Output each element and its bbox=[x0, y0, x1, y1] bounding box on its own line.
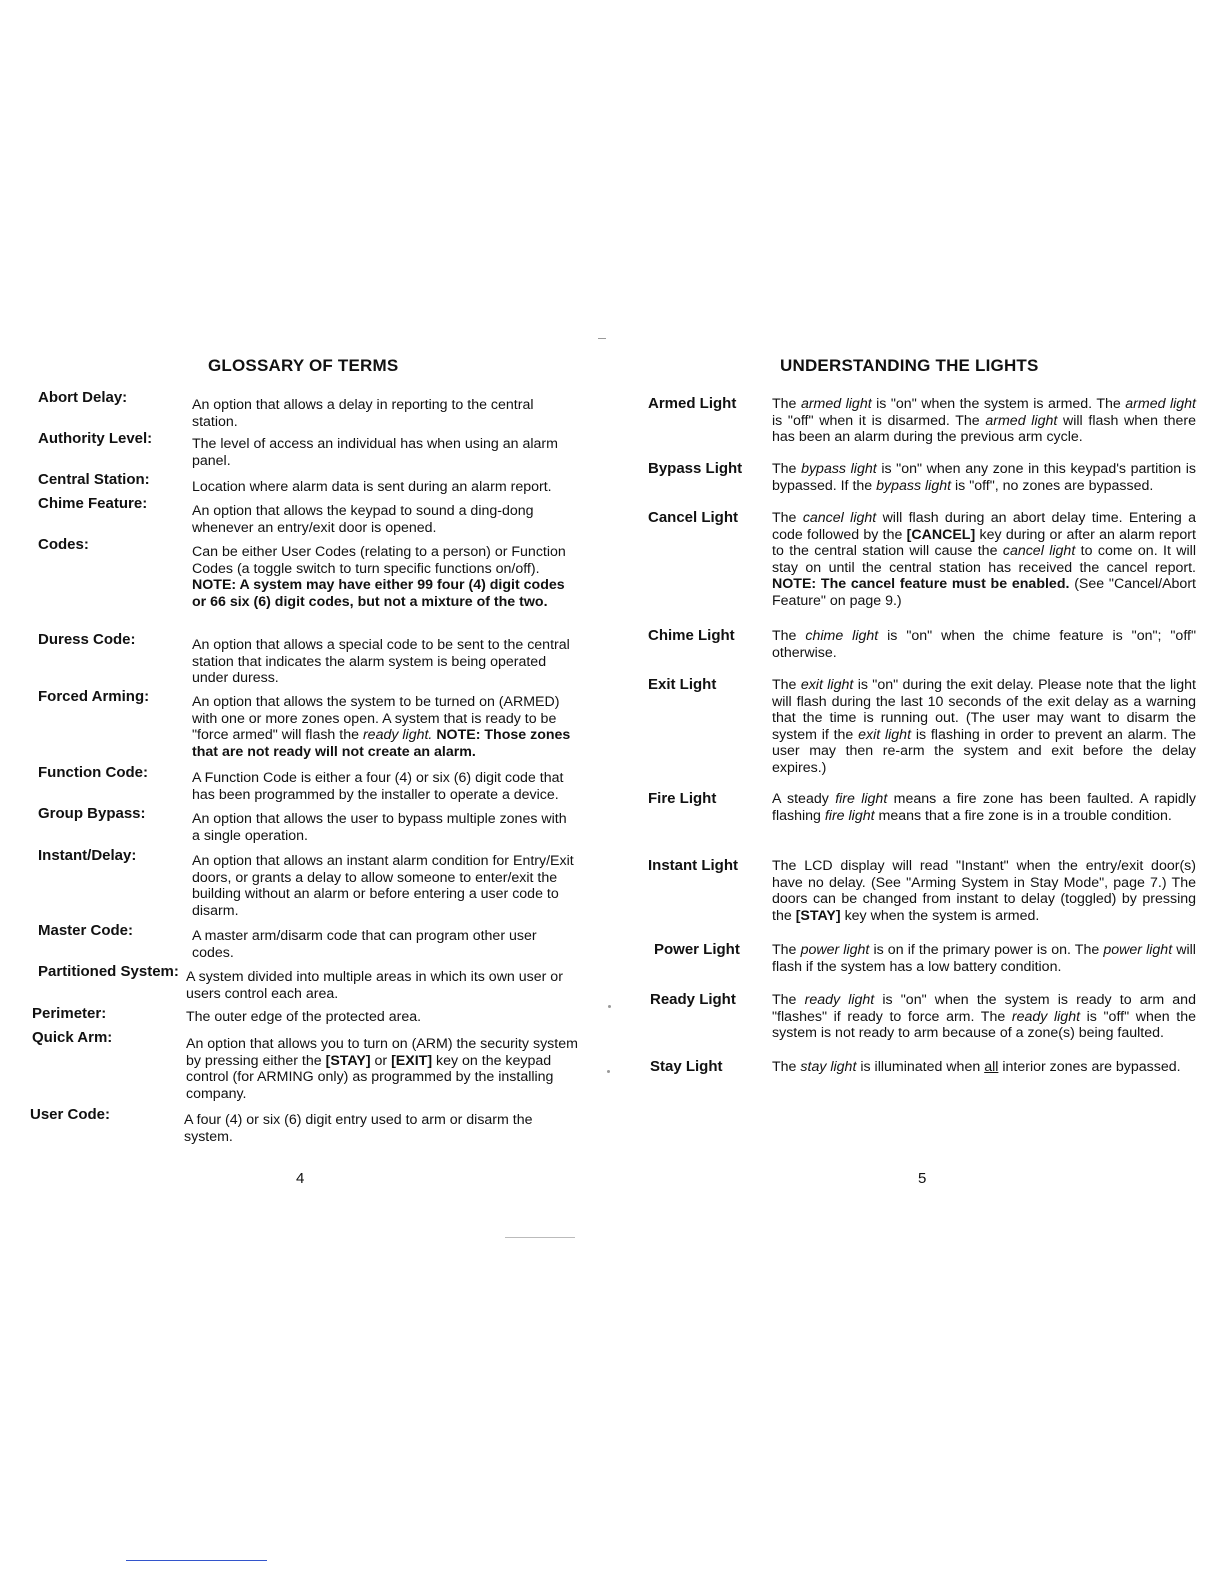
description-emphasis: armed light bbox=[800, 396, 872, 412]
term-label: Duress Code: bbox=[38, 631, 136, 648]
term-definition: A Function Code is either a four (4) or six (6) digit code that has been programmed by the installer to operate a device. bbox=[192, 770, 564, 803]
description-emphasis: bypass light bbox=[876, 477, 952, 494]
term-definition: An option that allows the user to bypass multiple zones with a single operation. bbox=[192, 811, 567, 844]
description-emphasis: power light bbox=[800, 942, 870, 958]
description-text: is on if the primary power is on. The bbox=[873, 942, 1100, 958]
description-emphasis: exit light bbox=[800, 677, 854, 693]
description-text: The bbox=[772, 510, 797, 526]
description-emphasis: stay light bbox=[800, 1059, 857, 1075]
term-label: Chime Feature: bbox=[38, 495, 148, 512]
description-emphasis: fire light bbox=[824, 807, 875, 824]
light-label: Chime Light bbox=[648, 627, 735, 644]
light-label: Bypass Light bbox=[648, 460, 743, 477]
description-text: A steady bbox=[772, 791, 829, 807]
definition-text: An option that allows you to turn on (ARM) the security system by pressing either the bbox=[186, 1036, 578, 1069]
description-text: The LCD display will read "Instant" when the entry/exit door(s) have no delay. (See "Arming System in Stay Mode", page 7.) The doors can be changed from instant to delay (toggled) by pressing the bbox=[772, 858, 1196, 924]
scan-artifact bbox=[608, 1005, 611, 1008]
description-text: key during or after an alarm report to the central station will cause the bbox=[772, 526, 1196, 560]
term-definition: A master arm/disarm code that can program other user codes. bbox=[192, 928, 537, 961]
description-text: is illuminated when bbox=[860, 1059, 981, 1075]
definition-text: key on the keypad control (for ARMING only) as programmed by the installing company. bbox=[186, 1052, 554, 1102]
scan-artifact bbox=[598, 338, 606, 339]
term-label: Partitioned System: bbox=[38, 963, 179, 980]
term-definition: A system divided into multiple areas in which its own user or users control each area. bbox=[186, 969, 563, 1002]
description-underline: all bbox=[984, 1059, 999, 1075]
light-description bbox=[772, 1059, 1196, 1076]
description-text: is "on" when any zone in this keypad's partition is bypassed. If the bbox=[772, 461, 1196, 494]
description-emphasis: chime light bbox=[805, 628, 879, 644]
description-emphasis: armed light bbox=[985, 412, 1058, 429]
term-definition bbox=[192, 694, 578, 760]
light-label: Exit Light bbox=[648, 676, 717, 693]
description-emphasis: cancel light bbox=[1002, 543, 1076, 560]
description-text: is "on" during the exit delay. Please note that the light will flash during the last 10 seconds of the exit delay as a warning that the time is running out. (The user may want to disarm the system if the bbox=[772, 677, 1196, 743]
lights-heading: UNDERSTANDING THE LIGHTS bbox=[780, 356, 1039, 375]
key-label: [STAY] bbox=[795, 907, 841, 924]
description-text: The bbox=[772, 992, 797, 1008]
term-definition: A four (4) or six (6) digit entry used to arm or disarm the system. bbox=[184, 1112, 533, 1145]
term-definition: An option that allows a delay in reporting to the central station. bbox=[192, 397, 534, 430]
scan-artifact bbox=[505, 1237, 575, 1238]
light-label: Armed Light bbox=[648, 395, 737, 412]
term-label: Authority Level: bbox=[38, 430, 153, 447]
light-description bbox=[772, 992, 1196, 1042]
term-label: Codes: bbox=[38, 536, 89, 553]
description-text: will flash if the system has a low battery condition. bbox=[772, 942, 1196, 975]
page-number: 4 bbox=[296, 1170, 305, 1187]
description-note: NOTE: The cancel feature must be enabled. bbox=[772, 576, 1070, 593]
light-description bbox=[772, 461, 1196, 494]
term-label: Instant/Delay: bbox=[38, 847, 137, 864]
description-text: The bbox=[772, 461, 797, 477]
term-label: Group Bypass: bbox=[38, 805, 146, 822]
description-text: is "on" when the system is armed. The bbox=[876, 396, 1121, 412]
term-label: User Code: bbox=[30, 1106, 111, 1123]
description-text: to come on. It will stay on until the central station has received the cancel report. bbox=[772, 543, 1196, 576]
scan-artifact bbox=[607, 1070, 610, 1073]
light-label: Stay Light bbox=[650, 1058, 723, 1075]
description-text: is "on" when the system is ready to arm and "flashes" if ready to force arm. The bbox=[772, 992, 1196, 1025]
definition-text: An option that allows the system to be turned on (ARMED) with one or more zones open. A system that is ready to be "force armed" will flash the bbox=[192, 694, 560, 744]
light-label: Fire Light bbox=[648, 790, 717, 807]
key-label: [STAY] bbox=[325, 1052, 371, 1069]
light-description bbox=[772, 396, 1196, 446]
description-text: is "off" when the system is not ready to arm because of a zone(s) being faulted. bbox=[772, 1008, 1196, 1042]
light-description bbox=[772, 628, 1196, 661]
term-definition bbox=[192, 544, 578, 610]
page-number: 5 bbox=[918, 1170, 927, 1187]
description-text: (See "Cancel/Abort Feature" on page 9.) bbox=[772, 576, 1196, 609]
description-text: The bbox=[772, 677, 797, 693]
term-definition: The level of access an individual has when using an alarm panel. bbox=[192, 436, 558, 469]
description-text: The bbox=[772, 1059, 797, 1075]
definition-text: or bbox=[374, 1052, 388, 1069]
description-text: The bbox=[772, 942, 797, 958]
term-definition: An option that allows the keypad to sound a ding-dong whenever an entry/exit door is opened. bbox=[192, 503, 534, 536]
light-description bbox=[772, 677, 1196, 777]
description-text: is "off", no zones are bypassed. bbox=[955, 477, 1154, 494]
description-text: interior zones are bypassed. bbox=[1002, 1059, 1181, 1075]
term-definition: An option that allows an instant alarm condition for Entry/Exit doors, or grants a delay to allow someone to enter/exit the building without an alarm or before entering a user code to disarm. bbox=[192, 853, 574, 919]
description-emphasis: exit light bbox=[858, 726, 912, 743]
description-text: means that a fire zone is in a trouble condition. bbox=[878, 807, 1172, 824]
scan-artifact bbox=[126, 1560, 267, 1561]
light-label: Power Light bbox=[654, 941, 740, 958]
term-label: Quick Arm: bbox=[32, 1029, 113, 1046]
term-label: Perimeter: bbox=[32, 1005, 107, 1022]
glossary-heading: GLOSSARY OF TERMS bbox=[208, 356, 399, 375]
key-label: [EXIT] bbox=[391, 1052, 433, 1069]
definition-note: NOTE: A system may have either 99 four (4) digit codes or 66 six (6) digit codes, but not a mixture of the two. bbox=[192, 577, 565, 610]
term-definition: An option that allows a special code to be sent to the central station that indicates the alarm system is being operated under duress. bbox=[192, 637, 570, 687]
description-emphasis: bypass light bbox=[801, 461, 877, 477]
light-description bbox=[772, 791, 1196, 824]
description-emphasis: cancel light bbox=[802, 510, 877, 526]
description-text: The bbox=[772, 396, 797, 412]
light-label: Ready Light bbox=[650, 991, 736, 1008]
term-definition bbox=[186, 1036, 578, 1102]
description-text: is "off" when it is disarmed. The bbox=[772, 412, 980, 429]
term-label: Function Code: bbox=[38, 764, 148, 781]
description-text: will flash when there has been an alarm during the previous arm cycle. bbox=[772, 412, 1196, 446]
description-emphasis: ready light bbox=[1011, 1008, 1081, 1025]
description-text: key when the system is armed. bbox=[844, 907, 1040, 924]
term-label: Abort Delay: bbox=[38, 389, 128, 406]
light-label: Instant Light bbox=[648, 857, 738, 874]
light-description bbox=[772, 858, 1196, 924]
light-description bbox=[772, 942, 1196, 975]
description-text: The bbox=[772, 628, 797, 644]
light-description bbox=[772, 510, 1196, 610]
description-emphasis: power light bbox=[1103, 942, 1173, 958]
description-text: is "on" when the chime feature is "on"; "off" otherwise. bbox=[772, 628, 1196, 661]
term-label: Master Code: bbox=[38, 922, 134, 939]
description-text: will flash during an abort delay time. Entering a code followed by the bbox=[772, 510, 1196, 543]
definition-note: NOTE: Those zones that are not ready will not create an alarm. bbox=[192, 727, 571, 760]
description-emphasis: armed light bbox=[1125, 396, 1196, 412]
description-emphasis: ready light bbox=[804, 992, 875, 1008]
description-text: is flashing in order to prevent an alarm. The user may then re-arm the system and exit before the delay expires.) bbox=[772, 726, 1196, 776]
description-text: means a fire zone has been faulted. A rapidly flashing bbox=[772, 791, 1197, 824]
definition-emphasis: ready light. bbox=[362, 727, 433, 744]
definition-text: Can be either User Codes (relating to a person) or Function Codes (a toggle switch to turn specific functions on/off). bbox=[192, 544, 566, 577]
term-label: Forced Arming: bbox=[38, 688, 150, 705]
term-definition: The outer edge of the protected area. bbox=[186, 1009, 422, 1025]
term-definition: Location where alarm data is sent during an alarm report. bbox=[192, 479, 552, 495]
term-label: Central Station: bbox=[38, 471, 150, 488]
description-emphasis: fire light bbox=[835, 791, 888, 807]
light-label: Cancel Light bbox=[648, 509, 739, 526]
key-label: [CANCEL] bbox=[906, 526, 976, 543]
